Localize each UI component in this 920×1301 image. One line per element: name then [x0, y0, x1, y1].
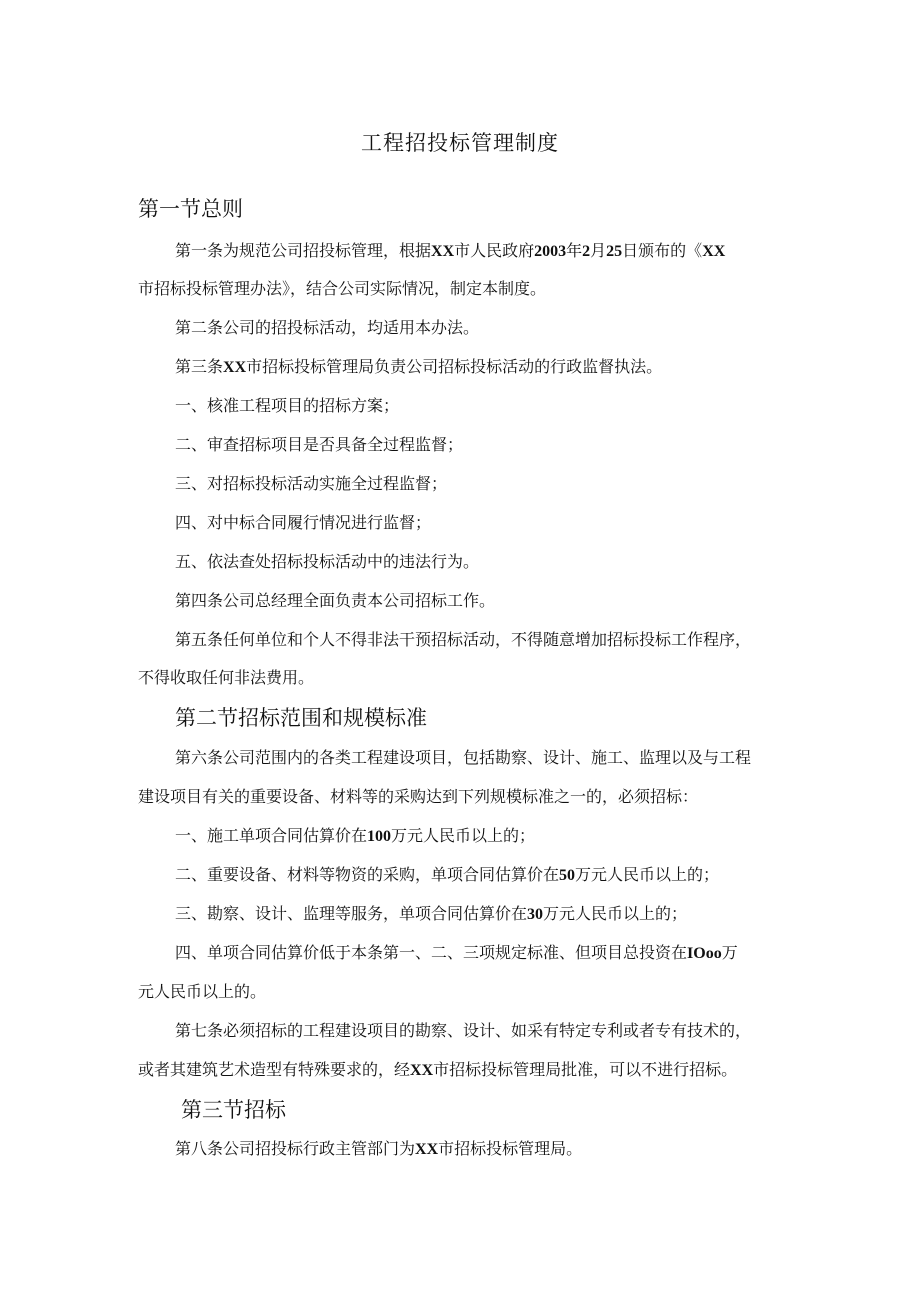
document-title: 工程招投标管理制度 [361, 131, 559, 155]
list-item: 一、施工单项合同估算价在100万元人民币以上的； [175, 826, 536, 845]
paragraph-line: 第二条公司的招投标活动，均适用本办法。 [175, 318, 480, 337]
list-item: 五、依法查处招标投标活动中的违法行为。 [175, 552, 480, 571]
paragraph-line: 第三条XX市招标投标管理局负责公司招标投标活动的行政监督执法。 [175, 357, 663, 376]
paragraph-line: 第四条公司总经理全面负责本公司招标工作。 [175, 591, 496, 610]
paragraph-line: 不得收取任何非法费用。 [138, 668, 315, 687]
paragraph-line: 市招标投标管理办法》，结合公司实际情况，制定本制度。 [138, 279, 547, 298]
paragraph-line: 第一条为规范公司招投标管理，根据XX市人民政府2003年2月25日颁布的《XX [175, 241, 726, 260]
list-item: 三、对招标投标活动实施全过程监督； [175, 474, 448, 493]
paragraph-line: 建设项目有关的重要设备、材料等的采购达到下列规模标准之一的，必须招标： [138, 787, 699, 806]
list-item: 二、审查招标项目是否具备全过程监督； [175, 435, 464, 454]
section-heading: 第一节总则 [138, 197, 243, 221]
list-item: 四、对中标合同履行情况进行监督； [175, 513, 432, 532]
paragraph-line: 第七条必须招标的工程建设项目的勘察、设计、如采有特定专利或者专有技术的， [175, 1021, 752, 1040]
section-heading: 第三节招标 [181, 1098, 286, 1122]
list-item: 一、核准工程项目的招标方案； [175, 396, 400, 415]
paragraph-line: 第六条公司范围内的各类工程建设项目，包括勘察、设计、施工、监理以及与工程 [175, 748, 752, 767]
list-item: 四、单项合同估算价低于本条第一、二、三项规定标准、但项目总投资在IOoo万 [175, 943, 738, 962]
section-heading: 第二节招标范围和规模标准 [175, 706, 427, 730]
paragraph-line: 元人民币以上的。 [138, 982, 267, 1001]
paragraph-line: 或者其建筑艺术造型有特殊要求的，经XX市招标投标管理局批准，可以不进行招标。 [138, 1060, 738, 1079]
list-item: 二、重要设备、材料等物资的采购，单项合同估算价在50万元人民币以上的； [175, 865, 720, 884]
paragraph-line: 第八条公司招投标行政主管部门为XX市招标投标管理局。 [175, 1139, 583, 1158]
paragraph-line: 第五条任何单位和个人不得非法干预招标活动，不得随意增加招标投标工作程序， [175, 630, 752, 649]
list-item: 三、勘察、设计、监理等服务，单项合同估算价在30万元人民币以上的； [175, 904, 688, 923]
